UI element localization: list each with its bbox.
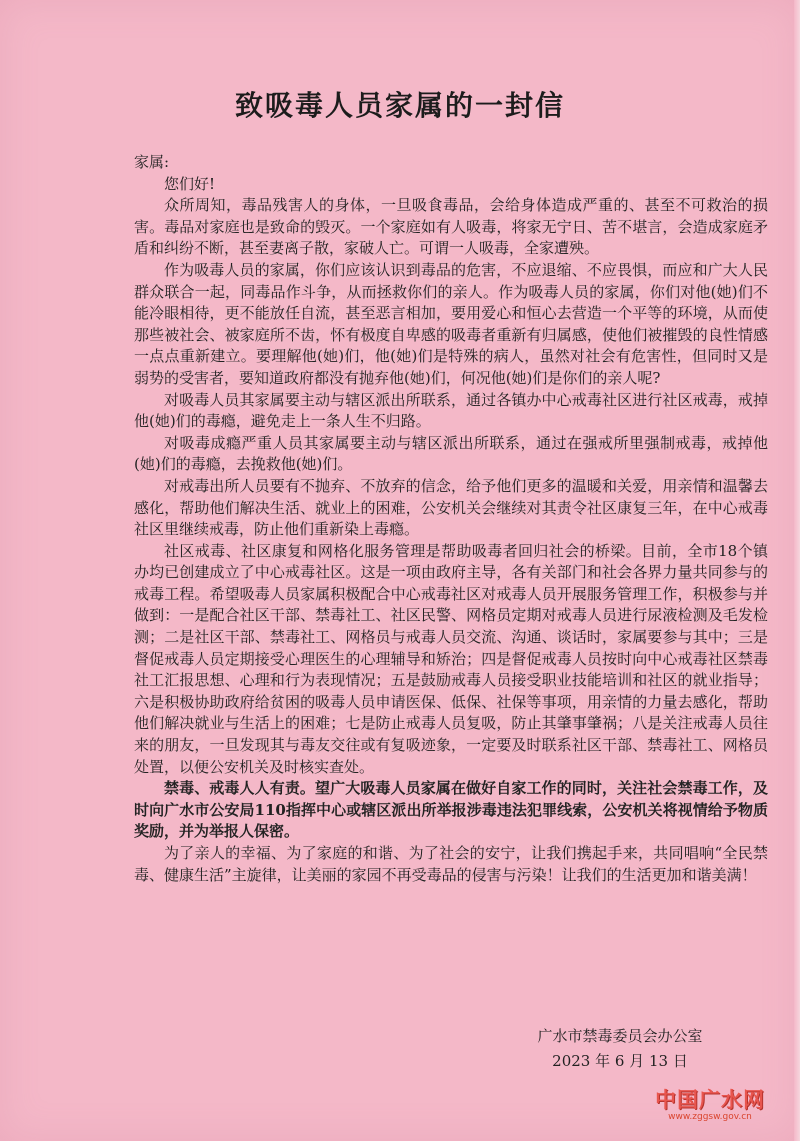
salutation: 家属: (134, 153, 170, 171)
paragraph-4: 对吸毒成瘾严重人员其家属要主动与辖区派出所联系，通过在强戒所里强制戒毒，戒掉他(她)们的毒瘾，去挽救他(她)们。 (134, 433, 768, 474)
paragraph-8: 为了亲人的幸福、为了家庭的和谐、为了社会的安宁，让我们携起手来，共同唱响“全民禁毒、健康生活”主旋律，让美丽的家园不再受毒品的侵害与污染！让我们的生活更加和谐美满！ (134, 844, 768, 884)
paragraph-5: 对戒毒出所人员要有不抛弃、不放弃的信念，给予他们更多的温暖和关爱，用亲情和温馨去感化，帮助他们解决生活、就业上的困难，公安机关会继续对其责令社区康复三年，在中心戒毒社区里继续戒毒，防止他们重新染上毒瘾。 (134, 476, 768, 539)
letter-title: 致吸毒人员家属的一封信 (234, 89, 565, 122)
watermark-url: www.zggsw.gov.cn (668, 1112, 752, 1122)
paragraph-6: 社区戒毒、社区康复和网格化服务管理是帮助吸毒者回归社会的桥梁。目前，全市18个镇办均已创建成立了中心戒毒社区。这是一项由政府主导，各有关部门和社会各界力量共同参与的戒毒工程。希望吸毒人员家属积极配合中心戒毒社区对戒毒人员开展服务管理工作，积极参与并做到：一是配合社区干部、禁毒社工、社区民警、网格员定期对戒毒人员进行尿液检测及毛发检测；二是社区干部、禁毒社工、网格员与戒毒人员交流、沟通、谈话时，家属要参与其中；三是督促戒毒人员定期接受心理医生的心理辅导和矫治；四是督促戒毒人员按时向中心戒毒社区禁毒社工汇报思想、心理和行为表现情况；五是鼓励戒毒人员接受职业技能培训和社区的就业指导；六是积极协助政府给贫困的吸毒人员申请医保、低保、社保等事项，用亲情的力量去感化，帮助他们解决就业与生活上的困难；七是防止戒毒人员复吸，防止其肇事肇祸；八是关注戒毒人员往来的朋友，一旦发现其与毒友交往或有复吸迹象，一定要及时联系社区干部、禁毒社工、网格员处置，以便公安机关及时核实查处。 (134, 541, 768, 776)
site-watermark (640, 1084, 780, 1122)
signature-org: 广水市禁毒委员会办公室 (537, 1027, 703, 1045)
paragraph-3: 对吸毒人员其家属要主动与辖区派出所联系，通过各镇办中心戒毒社区进行社区戒毒，戒掉他(她)们的毒瘾，避免走上一条人生不归路。 (134, 390, 768, 431)
signature-date: 2023 年 6 月 13 日 (552, 1052, 688, 1070)
letter-body (134, 152, 768, 886)
paragraph-7: 禁毒、戒毒人人有责。望广大吸毒人员家属在做好自家工作的同时，关注社会禁毒工作，及时向广水市公安局110指挥中心或辖区派出所举报涉毒违法犯罪线索，公安机关将视情给予物质奖励，并为举报人保密。 (134, 779, 768, 841)
scan-edge (794, 0, 800, 1141)
paragraph-1: 众所周知，毒品残害人的身体，一旦吸食毒品，会给身体造成严重的、甚至不可救治的损害。毒品对家庭也是致命的毁灭。一个家庭如有人吸毒，将家无宁日、苦不堪言，会造成家庭矛盾和纠纷不断，甚至妻离子散，家破人亡。可谓一人吸毒，全家遭殃。 (134, 196, 768, 258)
paragraph-2: 作为吸毒人员的家属，你们应该认识到毒品的危害，不应退缩、不应畏惧，而应和广大人民群众联合一起，同毒品作斗争，从而拯救你们的亲人。作为吸毒人员的家属，你们对他(她)们不能冷眼相待，更不能放任自流，甚至恶言相加，要用爱心和恒心去营造一个平等的环境，从而使那些被社会、被家庭所不齿，怀有极度自卑感的吸毒者重新有归属感，使他们被摧毁的良性情感一点点重新建立。要理解他(她)们，他(她)们是特殊的病人，虽然对社会有危害性，但同时又是弱势的受害者，要知道政府都没有抛弃他(她)们，何况他(她)们是你们的亲人呢? (134, 260, 768, 387)
watermark-name: 中国广水网 (655, 1087, 765, 1112)
greeting: 您们好! (164, 174, 216, 193)
